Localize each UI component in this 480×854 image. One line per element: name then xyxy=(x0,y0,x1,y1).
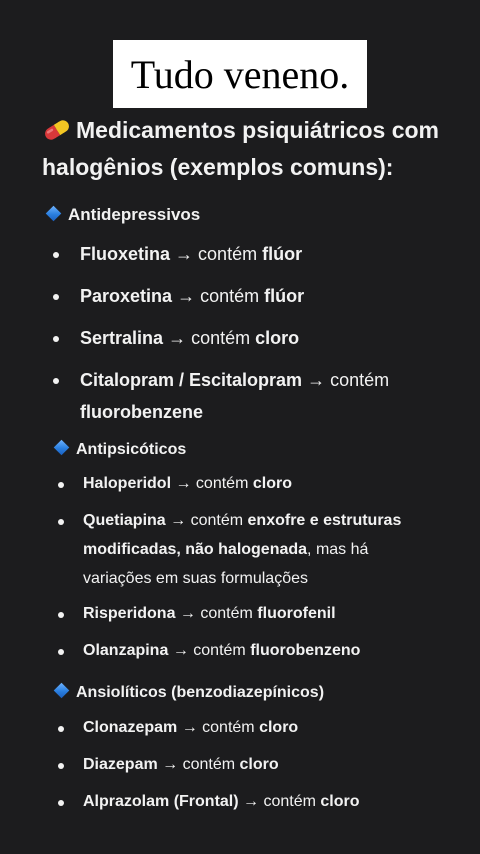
bullet xyxy=(53,336,59,342)
arrow-icon: → xyxy=(162,756,179,773)
drug-name: Quetiapina xyxy=(83,512,166,529)
heading-line-1: Medicamentos psiquiátricos com xyxy=(76,117,439,143)
section-ansioliticos xyxy=(56,684,324,702)
item-mid: contém xyxy=(200,286,260,306)
title-box xyxy=(113,40,367,108)
item-value: cloro xyxy=(255,328,300,348)
item-tail: , mas há xyxy=(307,541,369,558)
item-mid: contém xyxy=(193,642,246,659)
item-mid: contém xyxy=(190,512,244,529)
drug-name: Alprazolam (Frontal) xyxy=(83,793,239,810)
section-label: Antipsicóticos xyxy=(76,441,187,458)
item-value: fluorobenzeno xyxy=(250,642,361,659)
drug-name: Fluoxetina xyxy=(80,244,171,264)
item-mid: contém xyxy=(263,793,316,810)
item-mid: contém xyxy=(202,719,255,736)
arrow-icon: → xyxy=(170,512,187,529)
section-label: Ansiolíticos (benzodiazepínicos) xyxy=(76,684,325,701)
pill-icon xyxy=(42,119,72,141)
arrow-icon: → xyxy=(168,328,187,348)
item-value: cloro xyxy=(239,756,279,773)
item-value: flúor xyxy=(264,286,305,306)
bullet xyxy=(58,482,64,488)
heading-line-2: halogênios (exemplos comuns): xyxy=(42,154,394,180)
drug-name: Olanzapina xyxy=(83,642,169,659)
page-title: Tudo veneno. xyxy=(130,51,350,97)
arrow-icon: → xyxy=(175,475,192,492)
list-item xyxy=(80,328,299,349)
item-mid: contém xyxy=(198,244,258,264)
drug-name: Sertralina xyxy=(80,328,164,348)
list-item xyxy=(83,475,292,493)
list-item xyxy=(80,286,304,307)
item-mid: contém xyxy=(330,370,390,390)
item-value-cont: modificadas, não halogenada xyxy=(83,541,308,558)
item-value: fluorobenzene xyxy=(80,402,204,422)
bullet xyxy=(58,800,64,806)
bullet xyxy=(58,612,64,618)
list-item xyxy=(83,506,401,593)
item-mid: contém xyxy=(191,328,251,348)
item-value: enxofre e estruturas xyxy=(247,512,402,529)
arrow-icon: → xyxy=(175,244,194,264)
bullet xyxy=(58,649,64,655)
arrow-icon: → xyxy=(179,605,196,622)
list-item xyxy=(80,244,302,265)
bullet xyxy=(58,726,64,732)
bullet xyxy=(58,763,64,769)
item-mid: contém xyxy=(182,756,236,773)
bullet xyxy=(53,252,59,258)
list-item xyxy=(83,605,336,623)
bullet xyxy=(53,378,59,384)
arrow-icon: → xyxy=(181,719,198,736)
arrow-icon: → xyxy=(243,793,260,810)
list-item xyxy=(83,642,360,660)
item-value: cloro xyxy=(320,793,360,810)
item-mid: contém xyxy=(200,605,253,622)
arrow-icon: → xyxy=(177,286,196,306)
item-mid: contém xyxy=(195,475,249,492)
bullet xyxy=(53,294,59,300)
blue-diamond-icon xyxy=(54,683,70,699)
arrow-icon: → xyxy=(307,370,326,390)
drug-name: Risperidona xyxy=(83,605,176,622)
item-value: cloro xyxy=(252,475,292,492)
drug-name: Clonazepam xyxy=(83,719,178,736)
item-value: cloro xyxy=(259,719,299,736)
drug-name: Diazepam xyxy=(83,756,158,773)
blue-diamond-icon xyxy=(54,440,70,456)
main-heading xyxy=(42,112,462,186)
drug-name: Haloperidol xyxy=(83,475,172,492)
blue-diamond-icon xyxy=(46,206,62,222)
item-value: flúor xyxy=(262,244,303,264)
item-value: fluorofenil xyxy=(257,605,336,622)
item-tail-cont: variações em suas formulações xyxy=(83,570,308,587)
section-antipsicoticos xyxy=(56,441,186,459)
drug-name: Citalopram / Escitalopram xyxy=(80,370,303,390)
list-item xyxy=(83,756,279,774)
drug-name: Paroxetina xyxy=(80,286,173,306)
section-antidepressivos xyxy=(48,205,200,225)
list-item xyxy=(80,364,389,428)
section-label: Antidepressivos xyxy=(68,205,201,224)
arrow-icon: → xyxy=(172,642,189,659)
list-item xyxy=(83,719,298,737)
list-item xyxy=(83,793,360,811)
bullet xyxy=(58,519,64,525)
